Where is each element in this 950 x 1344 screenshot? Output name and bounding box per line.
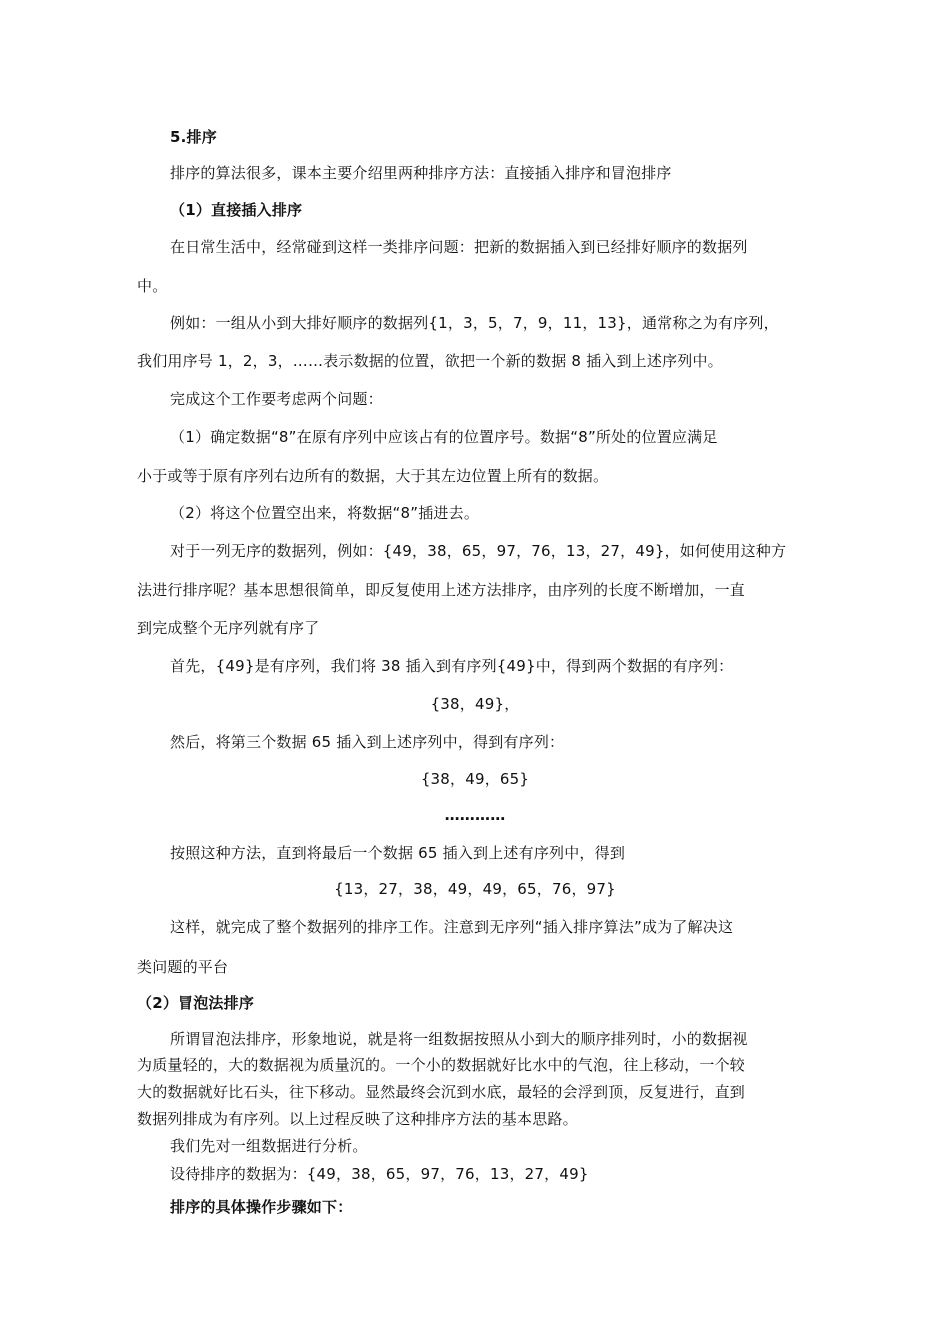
ellipsis: …………	[444, 806, 506, 824]
paragraph-line: 小于或等于原有序列右边所有的数据，大于其左边位置上所有的数据。	[137, 467, 609, 485]
paragraph-line: 法进行排序呢？基本思想很简单，即反复使用上述方法排序，由序列的长度不断增加，一直	[137, 581, 746, 599]
subsection-title-insertion-sort: （1）直接插入排序	[170, 201, 303, 219]
paragraph-line: 数据列排成为有序列。以上过程反映了这种排序方法的基本思路。	[137, 1110, 578, 1128]
sequence-example: {38，49}，	[430, 695, 520, 713]
sequence-example: {13，27，38，49，49，65，76，97}	[334, 880, 616, 898]
paragraph-line: 按照这种方法，直到将最后一个数据 65 插入到上述有序列中，得到	[170, 844, 626, 862]
paragraph-line: 所谓冒泡法排序，形象地说，就是将一组数据按照从小到大的顺序排列时，小的数据视	[170, 1030, 748, 1048]
subsection-title-bubble-sort: （2）冒泡法排序	[137, 994, 255, 1012]
paragraph-line: 中。	[137, 277, 168, 295]
paragraph-line: 大的数据就好比石头，往下移动。显然最终会沉到水底，最轻的会浮到顶，反复进行，直到	[137, 1083, 746, 1101]
paragraph-line: 在日常生活中，经常碰到这样一类排序问题：把新的数据插入到已经排好顺序的数据列	[170, 238, 748, 256]
paragraph-line: 设待排序的数据为：{49，38，65，97，76，13，27，49}	[170, 1165, 589, 1183]
paragraph-line: 类问题的平台	[137, 958, 229, 976]
paragraph-line: 完成这个工作要考虑两个问题：	[170, 390, 383, 408]
sequence-example: {38，49，65}	[420, 770, 530, 788]
intro-paragraph: 排序的算法很多，课本主要介绍里两种排序方法：直接插入排序和冒泡排序	[170, 164, 672, 182]
paragraph-line: 为质量轻的，大的数据视为质量沉的。一个小的数据就好比水中的气泡，往上移动，一个较	[137, 1056, 746, 1074]
paragraph-line: 我们用序号 1，2，3，……表示数据的位置，欲把一个新的数据 8 插入到上述序列中。	[137, 352, 723, 370]
paragraph-line: 排序的具体操作步骤如下：	[170, 1198, 353, 1216]
section-title: 5.排序	[170, 128, 217, 146]
paragraph-line: （2）将这个位置空出来，将数据“8”插进去。	[170, 504, 480, 522]
paragraph-line: 对于一列无序的数据列，例如：{49，38，65，97，76，13，27，49}，如何使用这种方	[170, 542, 787, 560]
paragraph-line: 首先，{49}是有序列，我们将 38 插入到有序列{49}中，得到两个数据的有序列：	[170, 657, 734, 675]
paragraph-line: 这样，就完成了整个数据列的排序工作。注意到无序列“插入排序算法”成为了解决这	[170, 918, 734, 936]
paragraph-line: 到完成整个无序列就有序了	[137, 619, 320, 637]
paragraph-line: （1）确定数据“8”在原有序列中应该占有的位置序号。数据“8”所处的位置应满足	[170, 428, 718, 446]
paragraph-line: 例如：一组从小到大排好顺序的数据列{1，3，5，7，9，11，13}，通常称之为有序列，	[170, 314, 779, 332]
paragraph-line: 然后，将第三个数据 65 插入到上述序列中，得到有序列：	[170, 733, 565, 751]
paragraph-line: 我们先对一组数据进行分析。	[170, 1137, 368, 1155]
